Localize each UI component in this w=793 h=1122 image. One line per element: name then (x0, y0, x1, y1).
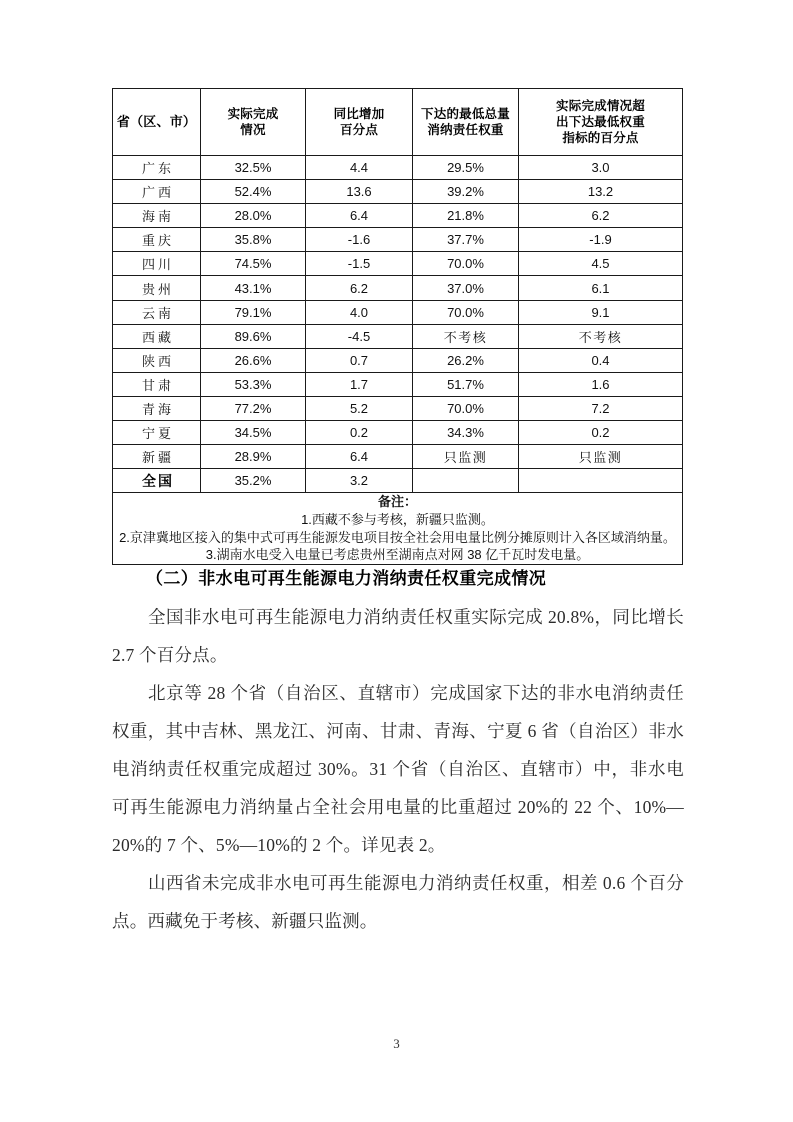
cell-minimum: 34.3% (413, 421, 519, 445)
cell-minimum: 70.0% (413, 300, 519, 324)
cell-minimum: 29.5% (413, 156, 519, 180)
table-notes-row (113, 493, 683, 565)
header-line: 实际完成情况超 (556, 99, 645, 113)
cell-yoy: 6.2 (306, 276, 413, 300)
cell-yoy: 3.2 (306, 469, 413, 493)
cell-yoy: 0.7 (306, 348, 413, 372)
section-heading: （二）非水电可再生能源电力消纳责任权重完成情况 (146, 569, 547, 588)
cell-excess: 只监测 (519, 445, 683, 469)
note-line-1: 1.西藏不参与考核，新疆只监测。 (301, 511, 494, 527)
cell-actual: 32.5% (201, 156, 306, 180)
table-row (113, 204, 683, 228)
note-line-3: 3.湖南水电受入电量已考虑贵州至湖南点对网 38 亿千瓦时发电量。 (205, 547, 590, 563)
cell-province: 广东 (113, 156, 201, 180)
cell-province: 甘肃 (113, 372, 201, 396)
cell-excess: 0.2 (519, 421, 683, 445)
header-line: 指标的百分点 (562, 131, 639, 145)
document-body (112, 566, 684, 940)
cell-province: 宁夏 (113, 421, 201, 445)
notes-title: 备注： (377, 494, 417, 510)
cell-yoy: 6.4 (306, 445, 413, 469)
paragraph-3: 山西省未完成非水电可再生能源电力消纳责任权重，相差 0.6 个百分点。西藏免于考核、新疆只监测。 (112, 872, 684, 931)
paragraph-1: 全国非水电可再生能源电力消纳责任权重实际完成 20.8%，同比增长 2.7 个百分点。 (112, 606, 684, 665)
cell-excess: 不考核 (519, 324, 683, 348)
table-row (113, 252, 683, 276)
table-row-total (113, 469, 683, 493)
cell-actual: 43.1% (201, 276, 306, 300)
cell-excess: 3.0 (519, 156, 683, 180)
cell-actual: 34.5% (201, 421, 306, 445)
column-header-actual (201, 89, 306, 156)
cell-actual: 89.6% (201, 324, 306, 348)
cell-minimum: 51.7% (413, 372, 519, 396)
table-row (113, 180, 683, 204)
column-header-yoy (306, 89, 413, 156)
cell-minimum: 37.0% (413, 276, 519, 300)
header-line: 同比增加 (333, 107, 385, 121)
table-row (113, 396, 683, 420)
table-header (113, 89, 683, 156)
cell-minimum: 不考核 (413, 324, 519, 348)
cell-actual: 35.2% (201, 469, 306, 493)
cell-excess: 0.4 (519, 348, 683, 372)
cell-actual: 74.5% (201, 252, 306, 276)
column-header-excess (519, 89, 683, 156)
cell-excess: 9.1 (519, 300, 683, 324)
cell-province: 青海 (113, 396, 201, 420)
consumption-weight-table (112, 88, 683, 565)
cell-minimum: 70.0% (413, 252, 519, 276)
cell-minimum: 70.0% (413, 396, 519, 420)
cell-yoy: -1.6 (306, 228, 413, 252)
cell-minimum: 39.2% (413, 180, 519, 204)
cell-actual: 26.6% (201, 348, 306, 372)
cell-excess: 1.6 (519, 372, 683, 396)
header-line: 出下达最低权重 (556, 115, 645, 129)
header-line: 消纳责任权重 (427, 123, 504, 137)
table-row (113, 348, 683, 372)
header-line: 百分点 (339, 123, 379, 137)
cell-excess: 7.2 (519, 396, 683, 420)
column-header-minimum (413, 89, 519, 156)
cell-province: 贵州 (113, 276, 201, 300)
cell-province: 海南 (113, 204, 201, 228)
cell-province: 云南 (113, 300, 201, 324)
cell-minimum: 37.7% (413, 228, 519, 252)
header-line: 下达的最低总量 (421, 107, 510, 121)
header-line: 实际完成 (227, 107, 279, 121)
header-line: 省（区、市） (116, 113, 197, 129)
table-row (113, 421, 683, 445)
cell-minimum: 21.8% (413, 204, 519, 228)
cell-actual: 52.4% (201, 180, 306, 204)
consumption-weight-table-container (112, 88, 682, 565)
table-row (113, 300, 683, 324)
cell-province: 新疆 (113, 445, 201, 469)
table-row (113, 445, 683, 469)
cell-actual: 35.8% (201, 228, 306, 252)
table-row (113, 156, 683, 180)
table-row (113, 276, 683, 300)
cell-actual: 53.3% (201, 372, 306, 396)
cell-excess: 6.1 (519, 276, 683, 300)
cell-excess: 13.2 (519, 180, 683, 204)
cell-excess: -1.9 (519, 228, 683, 252)
paragraph-2: 北京等 28 个省（自治区、直辖市）完成国家下达的非水电消纳责任权重，其中吉林、黑龙江、河南、甘肃、青海、宁夏 6 省（自治区）非水电消纳责任权重完成超过 30%。31 个省（自治区、直辖市）中，非水电可再生能源电力消纳量占全社会用电量的比重超过 20%的 22 个、10%—20%的 7 个、5%—10%的 2 个。详见表 2。 (112, 682, 684, 855)
table-row (113, 372, 683, 396)
cell-minimum: 26.2% (413, 348, 519, 372)
cell-yoy: 6.4 (306, 204, 413, 228)
cell-minimum (413, 469, 519, 493)
table-notes-cell (113, 493, 683, 565)
table-row (113, 324, 683, 348)
header-line: 情况 (240, 123, 266, 137)
cell-yoy: 5.2 (306, 396, 413, 420)
cell-actual: 79.1% (201, 300, 306, 324)
cell-yoy: 0.2 (306, 421, 413, 445)
cell-excess: 6.2 (519, 204, 683, 228)
cell-yoy: 4.4 (306, 156, 413, 180)
cell-province: 四川 (113, 252, 201, 276)
cell-province: 广西 (113, 180, 201, 204)
cell-yoy: 13.6 (306, 180, 413, 204)
cell-actual: 28.9% (201, 445, 306, 469)
cell-yoy: -4.5 (306, 324, 413, 348)
cell-actual: 77.2% (201, 396, 306, 420)
note-line-2: 2.京津冀地区接入的集中式可再生能源发电项目按全社会用电量比例分摊原则计入各区域消纳量。 (119, 529, 676, 545)
cell-excess: 4.5 (519, 252, 683, 276)
cell-yoy: 1.7 (306, 372, 413, 396)
cell-province: 西藏 (113, 324, 201, 348)
table-header-row (113, 89, 683, 156)
cell-minimum: 只监测 (413, 445, 519, 469)
cell-province: 全国 (113, 469, 201, 493)
cell-actual: 28.0% (201, 204, 306, 228)
cell-excess (519, 469, 683, 493)
page-number: 3 (393, 1036, 400, 1051)
table-body (113, 156, 683, 565)
cell-yoy: -1.5 (306, 252, 413, 276)
cell-province: 重庆 (113, 228, 201, 252)
cell-yoy: 4.0 (306, 300, 413, 324)
cell-province: 陕西 (113, 348, 201, 372)
table-row (113, 228, 683, 252)
column-header-province (113, 89, 201, 156)
